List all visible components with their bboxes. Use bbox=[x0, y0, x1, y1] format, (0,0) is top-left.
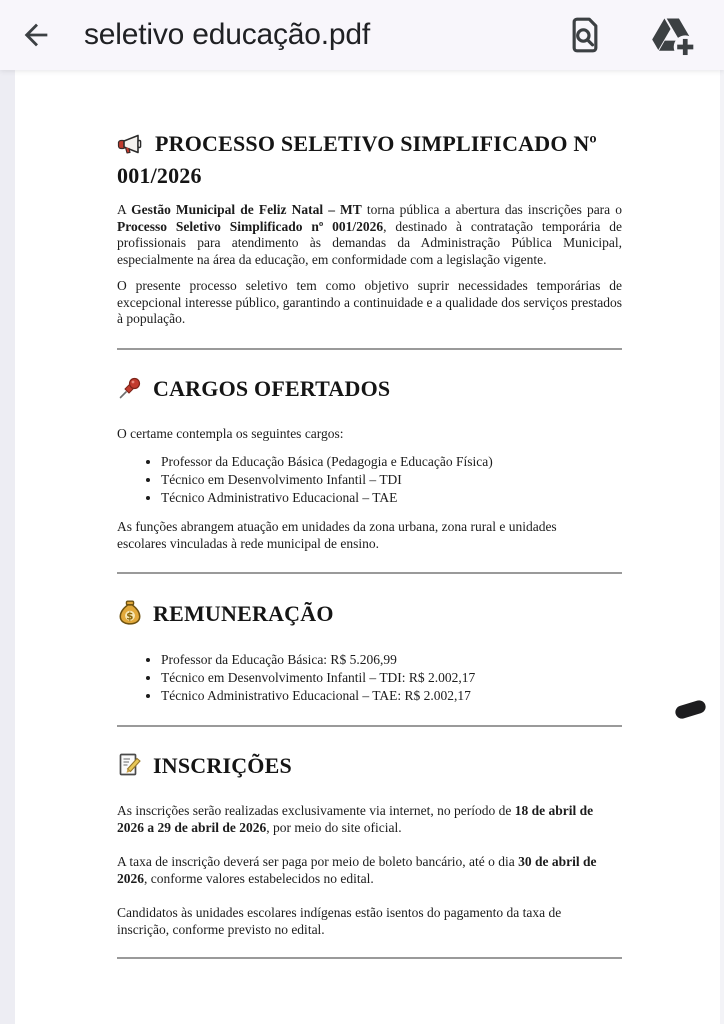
cargos-list bbox=[117, 453, 622, 507]
pushpin-icon bbox=[117, 375, 143, 407]
salary-item: • Professor da Educação Básica: R$ 5.206,99 bbox=[161, 651, 622, 669]
section-heading-cargos bbox=[117, 375, 622, 407]
megaphone-icon bbox=[117, 132, 145, 162]
section-heading-cargos-text: CARGOS OFERTADOS bbox=[153, 375, 391, 401]
pdf-page[interactable] bbox=[15, 70, 720, 1024]
cargo-item: • Técnico Administrativo Educacional – TAE bbox=[161, 489, 622, 507]
section-heading-remuneracao bbox=[117, 599, 622, 632]
pdf-viewer bbox=[0, 70, 724, 1024]
salary-item: • Técnico em Desenvolvimento Infantil – TDI: R$ 2.002,17 bbox=[161, 669, 622, 687]
cargo-item: • Professor da Educação Básica (Pedagogia e Educação Física) bbox=[161, 453, 622, 471]
inscricoes-paragraph-3: Candidatos às unidades escolares indígenas estão isentos do pagamento da taxa de inscrição, conforme previsto no edital. bbox=[117, 905, 562, 937]
section-heading-inscricoes bbox=[117, 752, 622, 784]
inscricoes-paragraph-2: A taxa de inscrição deverá ser paga por meio de boleto bancário, até o dia 30 de abril de 2026, conforme valores estabelecidos no edital. bbox=[117, 854, 597, 886]
section-heading-remuneracao-text: REMUNERAÇÃO bbox=[153, 601, 334, 626]
app-bar bbox=[0, 0, 724, 70]
salary-item: • Técnico Administrativo Educacional – TAE: R$ 2.002,17 bbox=[161, 687, 622, 705]
find-in-document-icon bbox=[565, 15, 605, 55]
back-button[interactable] bbox=[16, 15, 56, 55]
cargos-note: As funções abrangem atuação em unidades da zona urbana, zona rural e unidades escolares vinculadas à rede municipal de ensino. bbox=[117, 519, 557, 551]
money-bag-icon bbox=[117, 599, 143, 632]
add-to-drive-plus-icon bbox=[650, 14, 696, 56]
add-to-drive-button[interactable] bbox=[650, 12, 696, 58]
file-title: seletivo educação.pdf bbox=[84, 18, 371, 51]
document-heading-text: PROCESSO SELETIVO SIMPLIFICADO Nº 001/2026 bbox=[117, 131, 597, 188]
document-heading bbox=[117, 130, 622, 189]
remuneracao-list bbox=[117, 651, 622, 705]
intro-paragraph-2: O presente processo seletivo tem como objetivo suprir necessidades temporárias de excepcional interesse público, garantindo a continuidade e a qualidade dos serviços prestados à população. bbox=[117, 278, 622, 326]
section-divider bbox=[117, 348, 622, 350]
inscricoes-paragraph-1: As inscrições serão realizadas exclusivamente via internet, no período de 18 de abril de 2026 a 29 de abril de 2026, por meio do site oficial. bbox=[117, 803, 594, 835]
cargo-item: • Técnico em Desenvolvimento Infantil – TDI bbox=[161, 471, 622, 489]
intro-paragraph-1: A Gestão Municipal de Feliz Natal – MT torna pública a abertura das inscrições para o Processo Seletivo Simplificado nº 001/2026, destinado à contratação temporária de profissionais para atendimento às demandas da Administração Pública Municipal, especialmente na área da educação, em conformidade com a legislação vigente. bbox=[117, 202, 622, 267]
svg-text:$: $ bbox=[126, 610, 134, 623]
cargos-lead: O certame contempla os seguintes cargos: bbox=[117, 425, 344, 441]
memo-icon bbox=[117, 752, 143, 784]
viewer-gutter-left bbox=[0, 70, 15, 1024]
find-in-document-button[interactable] bbox=[562, 12, 608, 58]
back-arrow-icon bbox=[19, 18, 53, 52]
section-divider bbox=[117, 957, 622, 959]
section-divider bbox=[117, 725, 622, 727]
section-divider bbox=[117, 572, 622, 574]
viewer-gutter-right bbox=[720, 70, 724, 1024]
section-heading-inscricoes-text: INSCRIÇÕES bbox=[153, 753, 292, 778]
